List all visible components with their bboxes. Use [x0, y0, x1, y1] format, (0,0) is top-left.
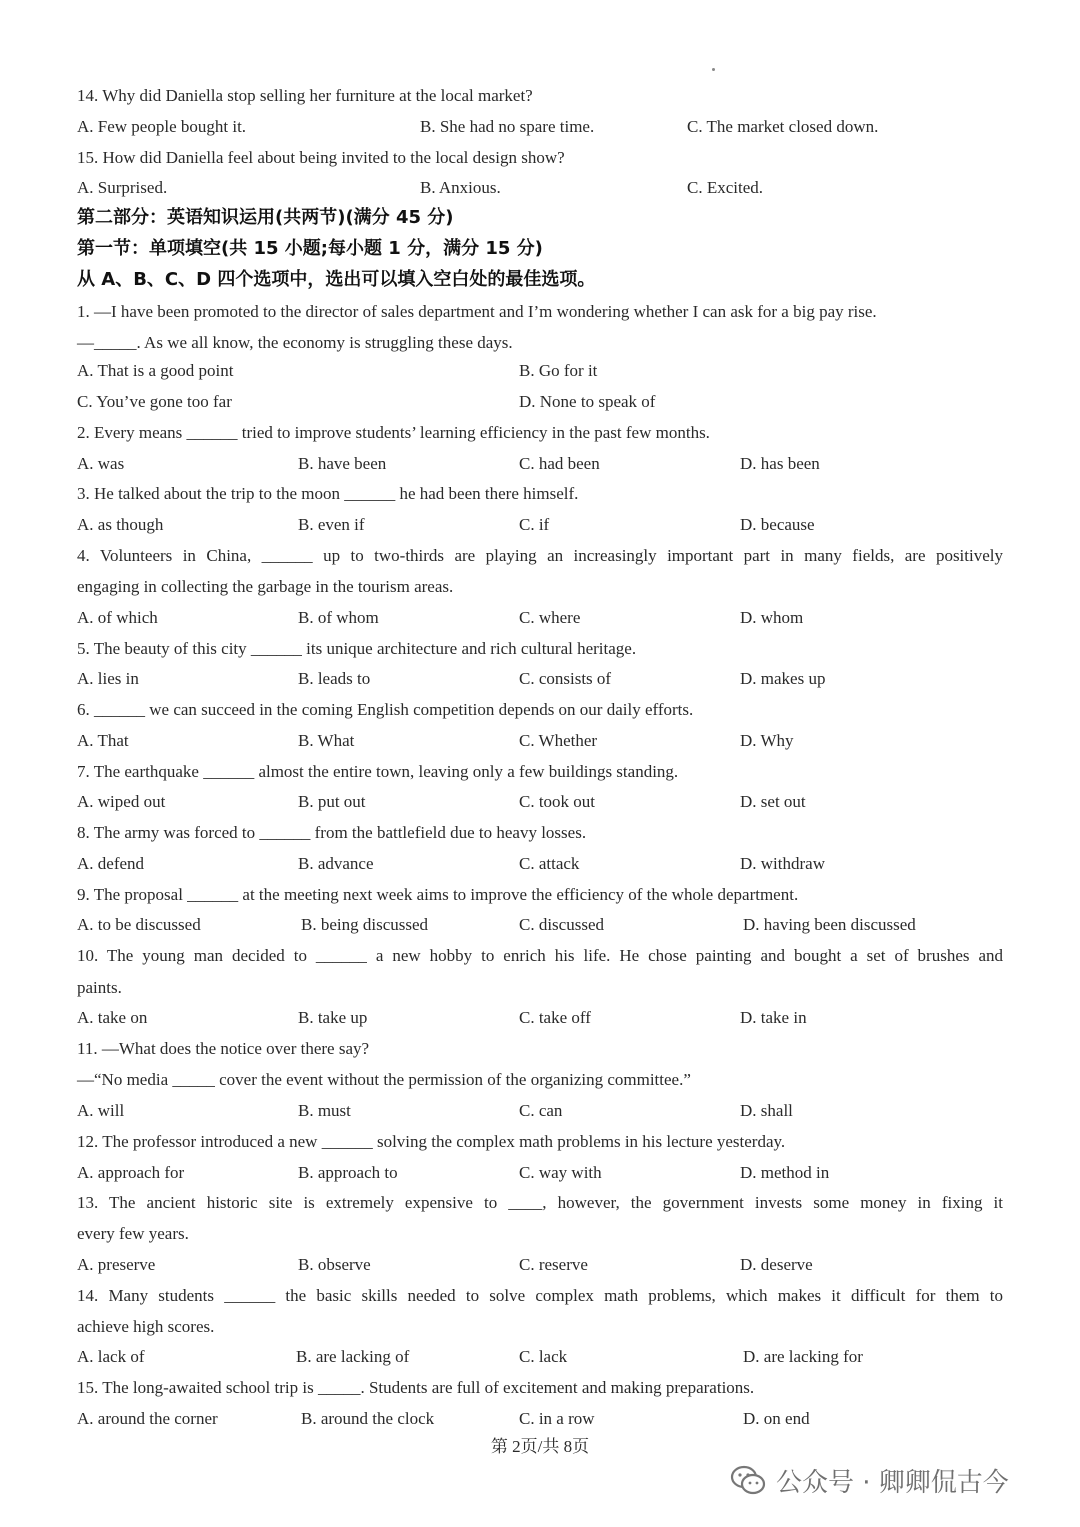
option: D. Why — [740, 731, 794, 750]
option: A. will — [77, 1101, 125, 1120]
question-stem-cont: every few years. — [77, 1224, 189, 1243]
option: B. She had no spare time. — [420, 117, 595, 136]
option: C. took out — [519, 792, 596, 811]
option: B. around the clock — [301, 1409, 435, 1428]
option: B. What — [298, 731, 355, 750]
question-stem: 10. The young man decided to ______ a new hobby to enrich his life. He chose painting and bought a set of brushes and — [77, 946, 1003, 965]
option: D. because — [740, 515, 815, 534]
question-stem: 13. The ancient historic site is extremely expensive to ____, however, the government invests some money in fixing it — [77, 1193, 1003, 1212]
question-stem: 12. The professor introduced a new ______ solving the complex math problems in his lecture yesterday. — [77, 1132, 786, 1151]
option: D. are lacking for — [743, 1347, 863, 1366]
option: B. are lacking of — [296, 1347, 410, 1366]
option: A. was — [77, 454, 125, 473]
question-stem: 14. Why did Daniella stop selling her furniture at the local market? — [77, 86, 533, 105]
option: D. withdraw — [740, 854, 825, 873]
question-stem-cont: achieve high scores. — [77, 1317, 215, 1336]
part-heading: 第二部分：英语知识运用(共两节)(满分 45 分) — [77, 207, 454, 228]
wechat-icon — [730, 1465, 766, 1497]
question-stem-cont: —“No media _____ cover the event without the permission of the organizing committee.” — [77, 1070, 691, 1089]
option: A. Few people bought it. — [77, 117, 247, 136]
option: A. defend — [77, 854, 145, 873]
option: A. Surprised. — [77, 178, 168, 197]
option: B. take up — [298, 1008, 368, 1027]
watermark-text: 公众号 · 卿卿侃古今 — [776, 1468, 1009, 1498]
wechat-watermark — [730, 1462, 1009, 1499]
option: C. consists of — [519, 669, 612, 688]
option: B. Go for it — [519, 361, 598, 380]
option: D. makes up — [740, 669, 826, 688]
question-stem: 3. He talked about the trip to the moon ______ he had been there himself. — [77, 484, 579, 503]
option: C. Excited. — [687, 178, 764, 197]
option: B. Anxious. — [420, 178, 501, 197]
question-stem: 5. The beauty of this city ______ its unique architecture and rich cultural heritage. — [77, 639, 637, 658]
option: D. set out — [740, 792, 806, 811]
option: A. preserve — [77, 1255, 156, 1274]
question-stem: 15. The long-awaited school trip is _____. Students are full of excitement and making preparations. — [77, 1378, 755, 1397]
option: A. around the corner — [77, 1409, 218, 1428]
question-stem-cont: paints. — [77, 978, 122, 997]
option: B. approach to — [298, 1163, 398, 1182]
option: A. as though — [77, 515, 164, 534]
question-stem: 11. —What does the notice over there say? — [77, 1039, 370, 1058]
option: A. of which — [77, 608, 158, 627]
option: C. attack — [519, 854, 580, 873]
option: C. where — [519, 608, 581, 627]
option: A. lack of — [77, 1347, 145, 1366]
instruction-heading: 从 A、B、C、D 四个选项中，选出可以填入空白处的最佳选项。 — [77, 269, 596, 290]
question-stem: 4. Volunteers in China, ______ up to two-thirds are playing an increasingly important part in many fields, are positively — [77, 546, 1003, 565]
option: B. leads to — [298, 669, 371, 688]
scan-speck — [712, 68, 715, 71]
question-stem: 15. How did Daniella feel about being invited to the local design show? — [77, 148, 565, 167]
option: C. reserve — [519, 1255, 588, 1274]
option: D. take in — [740, 1008, 807, 1027]
option: B. have been — [298, 454, 387, 473]
option: C. lack — [519, 1347, 568, 1366]
option: A. approach for — [77, 1163, 185, 1182]
question-stem-cont: engaging in collecting the garbage in the tourism areas. — [77, 577, 454, 596]
option: B. observe — [298, 1255, 371, 1274]
question-stem: 6. ______ we can succeed in the coming English competition depends on our daily efforts. — [77, 700, 694, 719]
option: C. way with — [519, 1163, 602, 1182]
option: B. of whom — [298, 608, 379, 627]
question-stem: 1. —I have been promoted to the director of sales department and I’m wondering whether I can ask for a big pay rise. — [77, 302, 877, 321]
question-stem: 8. The army was forced to ______ from the battlefield due to heavy losses. — [77, 823, 587, 842]
option: A. to be discussed — [77, 915, 201, 934]
option: C. can — [519, 1101, 563, 1120]
option: A. That — [77, 731, 129, 750]
option: D. has been — [740, 454, 820, 473]
question-stem: 2. Every means ______ tried to improve students’ learning efficiency in the past few months. — [77, 423, 710, 442]
question-stem: 14. Many students ______ the basic skills needed to solve complex math problems, which makes it difficult for them to — [77, 1286, 1003, 1305]
option: D. None to speak of — [519, 392, 656, 411]
option: B. put out — [298, 792, 366, 811]
option: C. The market closed down. — [687, 117, 879, 136]
option: D. on end — [743, 1409, 810, 1428]
option: C. if — [519, 515, 550, 534]
option: B. being discussed — [301, 915, 429, 934]
option: D. shall — [740, 1101, 793, 1120]
option: B. advance — [298, 854, 374, 873]
option: C. in a row — [519, 1409, 595, 1428]
question-stem: 9. The proposal ______ at the meeting next week aims to improve the efficiency of the whole department. — [77, 885, 799, 904]
option: D. having been discussed — [743, 915, 916, 934]
option: A. That is a good point — [77, 361, 234, 380]
option: D. method in — [740, 1163, 830, 1182]
option: A. wiped out — [77, 792, 166, 811]
option: C. You’ve gone too far — [77, 392, 232, 411]
option: C. Whether — [519, 731, 598, 750]
section-heading: 第一节：单项填空(共 15 小题;每小题 1 分，满分 15 分) — [77, 238, 543, 259]
option: C. discussed — [519, 915, 604, 934]
option: B. must — [298, 1101, 351, 1120]
option: D. deserve — [740, 1255, 813, 1274]
option: A. take on — [77, 1008, 148, 1027]
question-stem: 7. The earthquake ______ almost the entire town, leaving only a few buildings standing. — [77, 762, 679, 781]
option: C. had been — [519, 454, 600, 473]
option: A. lies in — [77, 669, 139, 688]
option: C. take off — [519, 1008, 591, 1027]
question-stem-cont: —_____. As we all know, the economy is struggling these days. — [77, 333, 513, 352]
option: D. whom — [740, 608, 804, 627]
page-number: 第 2页/共 8页 — [490, 1437, 590, 1456]
option: B. even if — [298, 515, 365, 534]
